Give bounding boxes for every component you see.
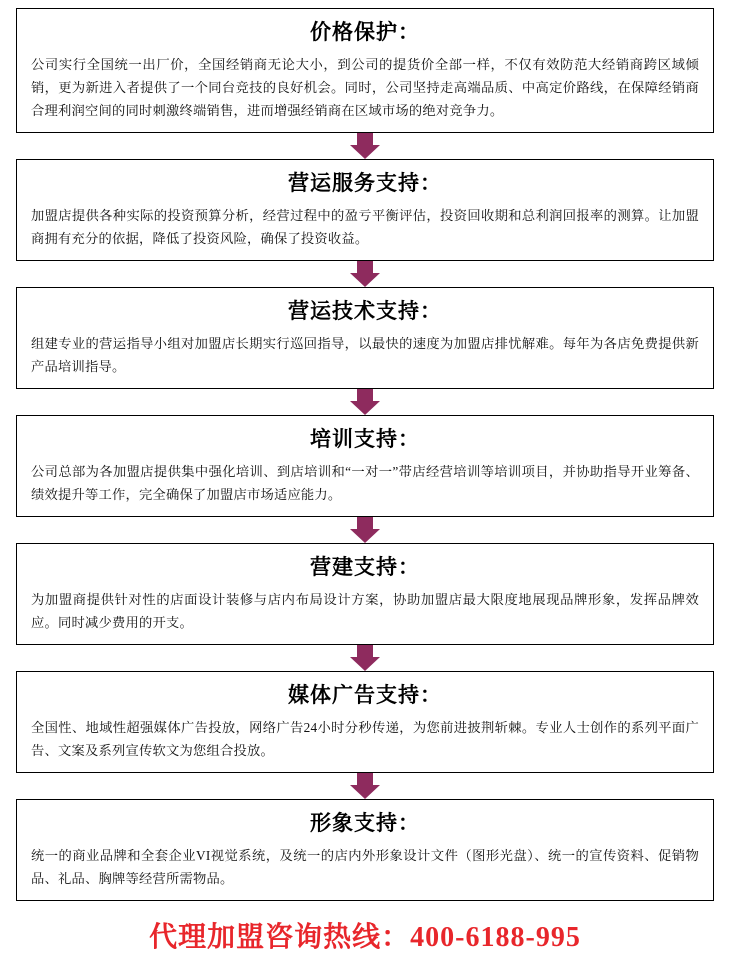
arrow-down-icon — [350, 645, 380, 671]
step-card — [16, 159, 714, 261]
step-body: 公司总部为各加盟店提供集中强化培训、到店培训和“一对一”带店经营培训等培训项目，并协助指导开业筹备、绩效提升等工作，完全确保了加盟店市场适应能力。 — [31, 463, 699, 503]
step-title: 培训支持： — [310, 427, 420, 452]
step-body: 全国性、地域性超强媒体广告投放，网络广告24小时分秒传递，为您前进披荆斩棘。专业人士创作的系列平面广告、文案及系列宣传软文为您组合投放。 — [31, 719, 699, 759]
step-card — [16, 415, 714, 517]
step-card — [16, 671, 714, 773]
step-title: 形象支持： — [310, 811, 420, 836]
step-card — [16, 799, 714, 901]
step-body: 加盟店提供各种实际的投资预算分析，经营过程中的盈亏平衡评估，投资回收期和总利润回报率的测算。让加盟商拥有充分的依据，降低了投资风险，确保了投资收益。 — [31, 207, 699, 247]
arrow-head — [350, 273, 380, 287]
hotline-text: 代理加盟咨询热线：400-6188-995 — [149, 922, 581, 954]
arrow-down-icon — [350, 261, 380, 287]
step-title: 营运服务支持： — [288, 171, 442, 196]
step-title: 营运技术支持： — [288, 299, 442, 324]
arrow-head — [350, 529, 380, 543]
step-card — [16, 287, 714, 389]
arrow-connector — [16, 773, 714, 799]
step-title: 媒体广告支持： — [288, 683, 442, 708]
arrow-head — [350, 401, 380, 415]
step-body: 为加盟商提供针对性的店面设计装修与店内布局设计方案，协助加盟店最大限度地展现品牌形象，发挥品牌效应。同时减少费用的开支。 — [31, 591, 699, 631]
arrow-head — [350, 657, 380, 671]
step-card — [16, 543, 714, 645]
step-title: 营建支持： — [310, 555, 420, 580]
arrow-head — [350, 145, 380, 159]
arrow-down-icon — [350, 133, 380, 159]
step-card — [16, 8, 714, 133]
step-body: 公司实行全国统一出厂价，全国经销商无论大小，到公司的提货价全部一样，不仅有效防范大经销商跨区域倾销，更为新进入者提供了一个同台竞技的良好机会。同时，公司坚持走高端品质、中高定价路线，在保障经销商合理利润空间的同时刺激终端销售，进而增强经销商在区域市场的绝对竞争力。 — [31, 56, 699, 119]
arrow-down-icon — [350, 389, 380, 415]
arrow-connector — [16, 261, 714, 287]
arrow-connector — [16, 645, 714, 671]
step-body: 统一的商业品牌和全套企业VI视觉系统，及统一的店内外形象设计文件（图形光盘）、统一的宣传资料、促销物品、礼品、胸牌等经营所需物品。 — [31, 847, 699, 887]
arrow-connector — [16, 517, 714, 543]
arrow-head — [350, 785, 380, 799]
arrow-down-icon — [350, 517, 380, 543]
arrow-connector — [16, 389, 714, 415]
arrow-down-icon — [350, 773, 380, 799]
step-title: 价格保护： — [310, 20, 420, 44]
step-body: 组建专业的营运指导小组对加盟店长期实行巡回指导，以最快的速度为加盟店排忧解难。每年为各店免费提供新产品培训指导。 — [31, 335, 699, 375]
arrow-connector — [16, 133, 714, 159]
